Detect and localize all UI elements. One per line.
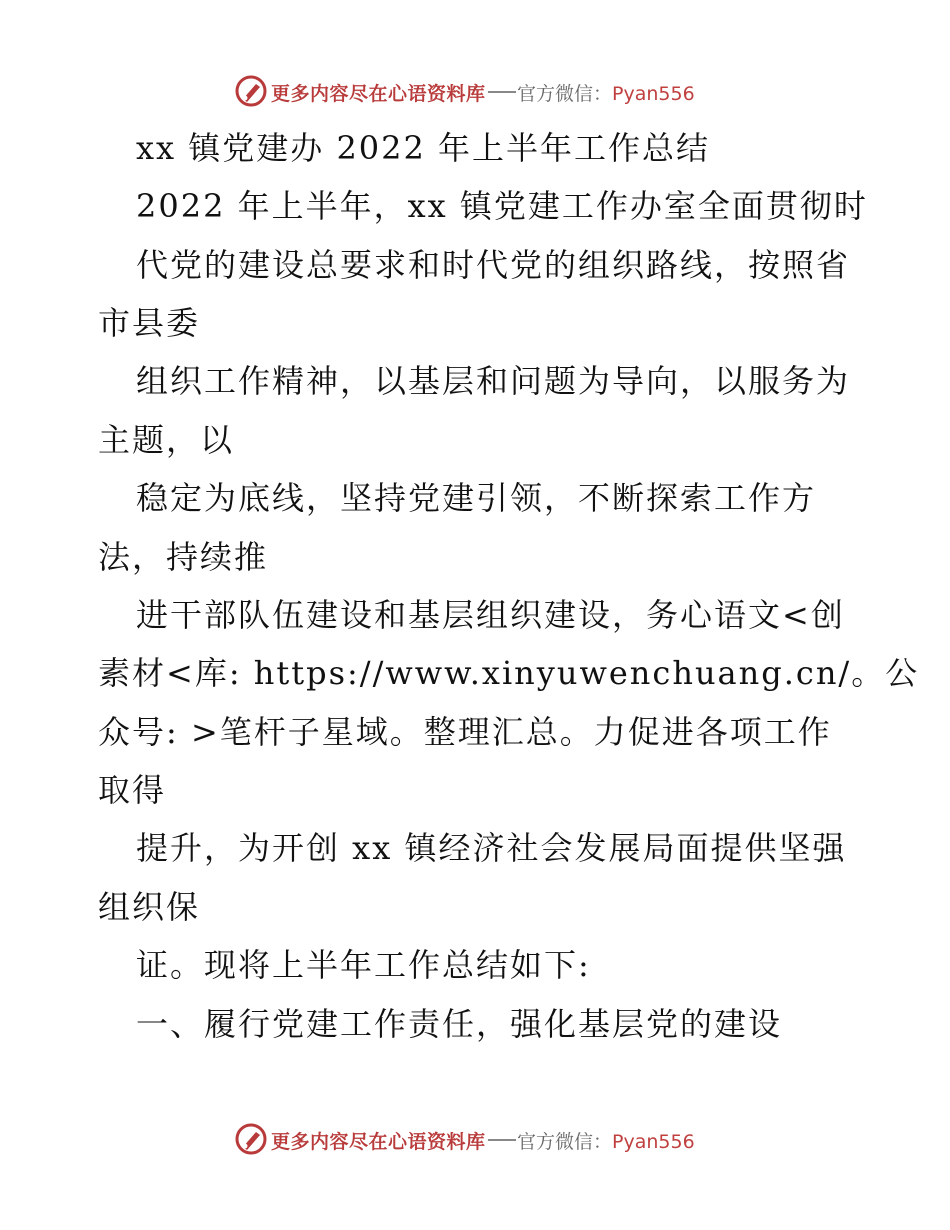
wechat-contact — [517, 1127, 695, 1154]
wechat-label: 官方微信： — [517, 1131, 613, 1153]
paragraph-line: 众号: >笔杆子星域。整理汇总。力促进各项工作 — [98, 713, 832, 751]
banner-separator — [488, 1139, 516, 1141]
pen-logo-icon — [234, 74, 268, 108]
header-banner — [0, 70, 950, 114]
paragraph-line: 取得 — [98, 771, 167, 809]
site-name: 更多内容尽在心语资料库 — [271, 83, 486, 105]
pen-logo-icon — [234, 1122, 268, 1156]
wechat-label: 官方微信： — [517, 83, 613, 105]
paragraph-line: 证。现将上半年工作总结如下: — [136, 946, 591, 984]
paragraph-line: 市县委 — [98, 304, 201, 342]
wechat-contact — [517, 79, 695, 106]
paragraph-line: 提升，为开创 xx 镇经济社会发展局面提供坚强 — [136, 829, 847, 867]
section-heading: 一、履行党建工作责任，强化基层党的建设 — [136, 1005, 783, 1043]
paragraph-line: 法，持续推 — [98, 538, 269, 576]
paragraph-line: 代党的建设总要求和时代党的组织路线，按照省 — [136, 246, 851, 284]
paragraph-line: 进干部队伍建设和基层组织建设，务心语文<创 — [136, 596, 845, 634]
wechat-id: Pyan556 — [612, 83, 695, 105]
site-name: 更多内容尽在心语资料库 — [271, 1131, 486, 1153]
paragraph-line: 素材<库: https://www.xinyuwenchuang.cn/。公 — [98, 654, 920, 692]
paragraph-line: 稳定为底线，坚持党建引领，不断探索工作方 — [136, 479, 817, 517]
paragraph-line: 主题，以 — [98, 421, 235, 459]
wechat-id: Pyan556 — [612, 1131, 695, 1153]
paragraph-line: 组织工作精神，以基层和问题为导向，以服务为 — [136, 362, 851, 400]
footer-banner — [0, 1118, 950, 1162]
paragraph-line: 组织保 — [98, 888, 201, 926]
paragraph-line: 2022 年上半年，xx 镇党建工作办室全面贯彻时 — [136, 187, 868, 225]
document-title: xx 镇党建办 2022 年上半年工作总结 — [136, 129, 711, 167]
banner-separator — [488, 91, 516, 93]
